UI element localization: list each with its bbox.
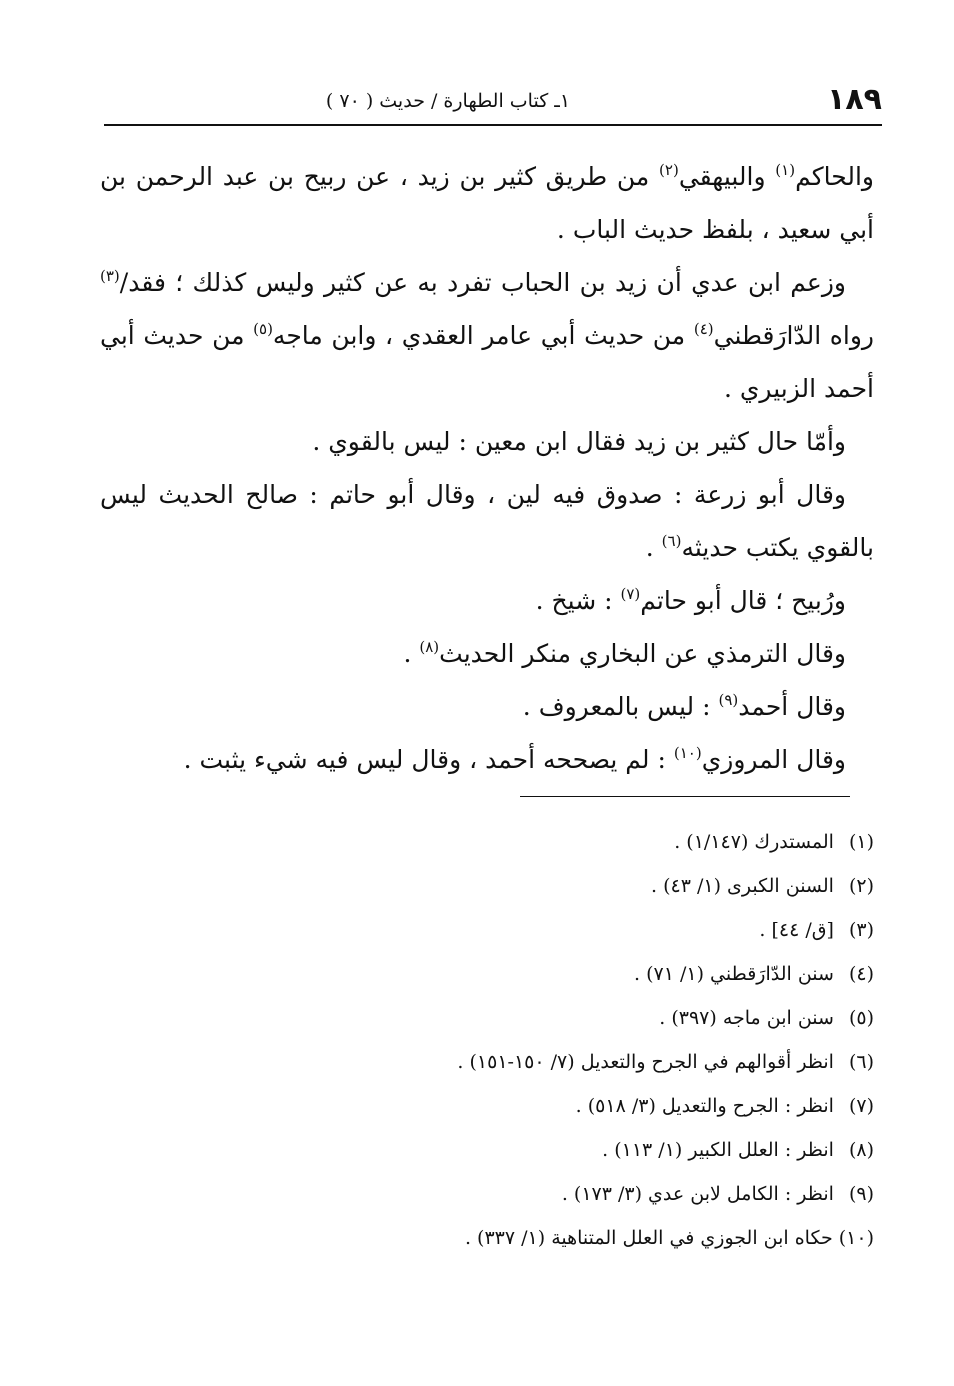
- text-run: وقال أبو زرعة : صدوق فيه لين ، وقال أبو حاتم : صالح الحديث ليس بالقوي يكتب حديثه: [100, 480, 874, 562]
- footnote-item: [100, 1172, 874, 1216]
- footnote-ref: (٩): [718, 691, 739, 709]
- paragraph: [100, 468, 874, 574]
- footnote-item: [100, 952, 874, 996]
- footnotes: [100, 820, 874, 1260]
- footnote-ref: (١٠): [673, 744, 702, 762]
- text-run: والحاكم: [795, 162, 874, 191]
- footnote-ref: (١): [775, 161, 796, 179]
- text-run: وقال أحمد: [738, 692, 846, 721]
- paragraph: [100, 150, 874, 256]
- page-number: ١٨٩: [827, 82, 882, 117]
- text-run: : لم يصححه أحمد ، وقال ليس فيه شيء يثبت .: [183, 745, 674, 774]
- footnote-text: انظر أقوالهم في الجرح والتعديل (٧/ ١٥٠-١٥١) .: [457, 1051, 834, 1073]
- paragraph: [100, 627, 874, 680]
- text-run: وقال المروزي: [701, 745, 846, 774]
- footnote-item: [100, 908, 874, 952]
- text-run: : ليس بالمعروف .: [522, 692, 719, 721]
- paragraph: [100, 415, 874, 468]
- text-run: وقال الترمذي عن البخاري منكر الحديث: [439, 639, 846, 668]
- text-run: من حديث أبي عامر العقدي ، وابن ماجه: [272, 321, 694, 350]
- footnote-text: [ق/ ٤٤] .: [759, 919, 834, 941]
- footnote-item: [100, 1128, 874, 1172]
- text-run: ورُبيح ؛ قال أبو حاتم: [640, 586, 846, 615]
- running-title: ١ـ كتاب الطهارة / حديث ( ٧٠ ): [325, 90, 571, 112]
- footnote-number: (٩): [848, 1183, 874, 1205]
- footnote-text: انظر : الكامل لابن عدي (٣/ ١٧٣) .: [561, 1183, 834, 1205]
- text-run: وأمّا حال كثير بن زيد فقال ابن معين : ليس بالقوي .: [312, 427, 846, 456]
- text-run: من حديث أبي أحمد الزبيري .: [100, 321, 874, 403]
- footnote-ref: (٦): [661, 532, 682, 550]
- footnote-text: انظر : العلل الكبير (١/ ١١٣) .: [602, 1139, 834, 1161]
- footnote-separator: [520, 796, 850, 797]
- footnote-item: [100, 864, 874, 908]
- footnote-number: (٢): [848, 875, 874, 897]
- footnote-number: (٧): [848, 1095, 874, 1117]
- footnote-item: [100, 996, 874, 1040]
- footnote-number: (١): [848, 831, 874, 853]
- text-run: وزعم ابن عدي أن زيد بن الحباب تفرد به عن كثير وليس كذلك ؛ فقد/: [119, 268, 846, 297]
- paragraph: [100, 574, 874, 627]
- footnote-text: سنن ابن ماجه (٣٩٧) .: [659, 1007, 834, 1029]
- text-run: .: [403, 639, 420, 668]
- footnote-number: (٣): [848, 919, 874, 941]
- text-run: : شيخ .: [535, 586, 621, 615]
- footnote-number: (٨): [848, 1139, 874, 1161]
- footnote-number: (١٠): [838, 1227, 874, 1249]
- page-header: [104, 80, 882, 126]
- text-run: رواه الدّارَقطني: [713, 321, 874, 350]
- paragraph: [100, 680, 874, 733]
- paragraph: [100, 733, 874, 786]
- footnote-number: (٥): [848, 1007, 874, 1029]
- footnote-ref: (٢): [659, 161, 679, 179]
- footnote-item: [100, 1040, 874, 1084]
- footnote-ref: (٤): [693, 320, 714, 338]
- footnote-ref: (٧): [620, 585, 641, 603]
- footnote-text: سنن الدّارَقطني (١/ ٧١) .: [634, 963, 834, 985]
- footnote-item: [100, 820, 874, 864]
- paragraph: [100, 256, 874, 415]
- text-run: والبيهقي: [678, 162, 776, 191]
- footnote-ref: (٥): [253, 320, 273, 338]
- text-run: من طريق كثير بن زيد ، عن ربيح بن عبد الرحمن بن أبي سعيد ، بلفظ حديث الباب .: [100, 162, 874, 244]
- text-run: .: [645, 533, 662, 562]
- footnote-ref: (٣): [100, 267, 120, 285]
- footnote-item: [100, 1084, 874, 1128]
- footnote-text: حكاه ابن الجوزي في العلل المتناهية (١/ ٣٣٧) .: [464, 1227, 833, 1249]
- footnote-ref: (٨): [419, 638, 440, 656]
- footnote-text: السنن الكبرى (١/ ٤٣) .: [651, 875, 834, 897]
- main-text: [100, 150, 874, 786]
- footnote-text: انظر : الجرح والتعديل (٣/ ٥١٨) .: [575, 1095, 834, 1117]
- footnote-number: (٤): [848, 963, 874, 985]
- footnote-text: المستدرك (١/١٤٧) .: [674, 831, 834, 853]
- footnote-item: [100, 1216, 874, 1260]
- footnote-number: (٦): [848, 1051, 874, 1073]
